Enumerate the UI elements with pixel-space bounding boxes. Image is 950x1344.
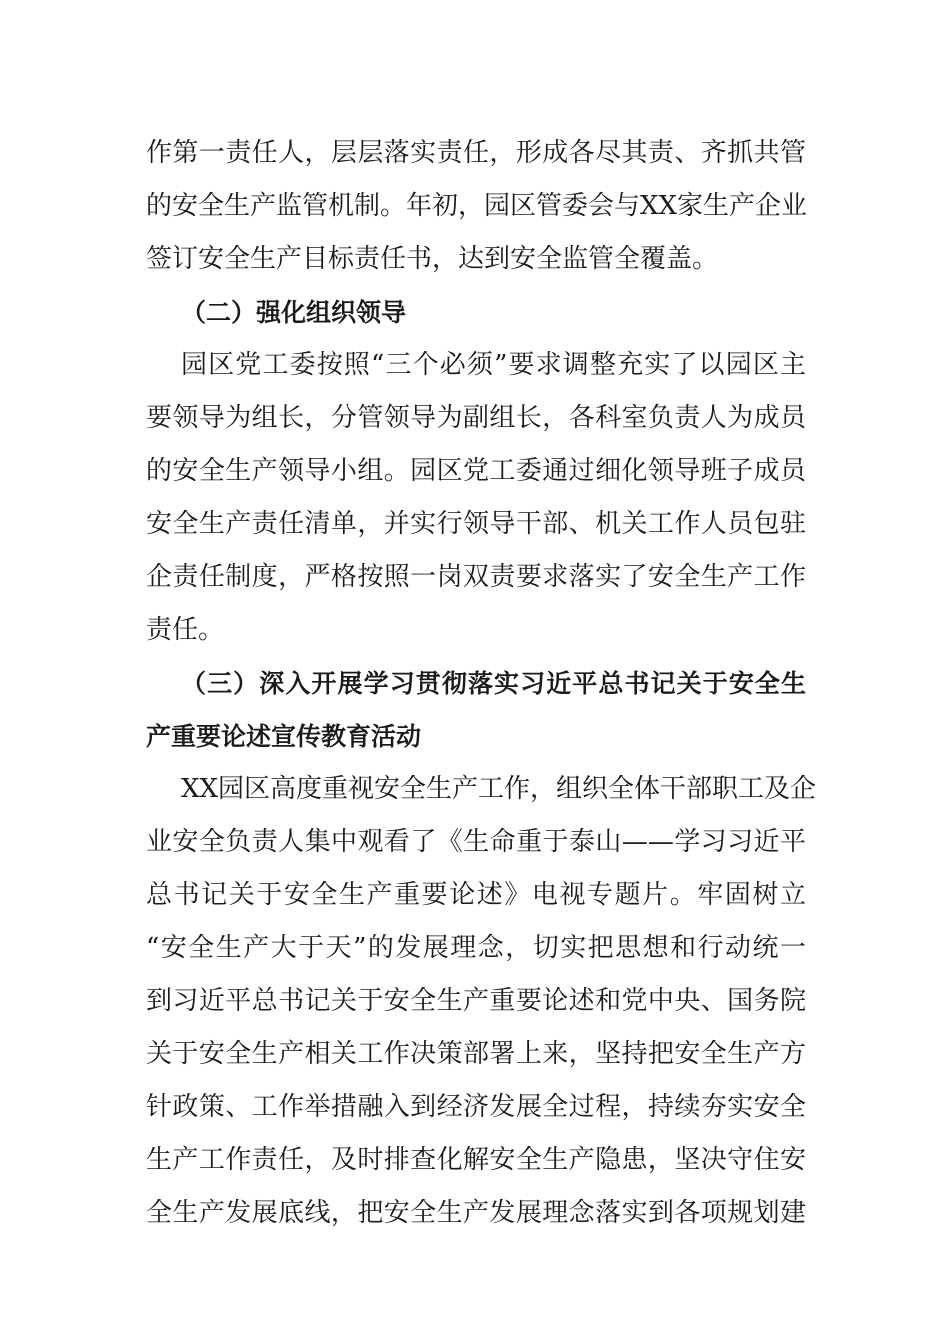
text-line: 安全生产责任清单，并实行领导干部、机关工作人员包驻 <box>146 509 806 539</box>
text-line: 园区党工委按照“三个必须”要求调整充实了以园区主 <box>181 350 806 380</box>
heading-line: 产重要论述宣传教育活动 <box>146 722 422 751</box>
text-line: 针政策、工作举措融入到经济发展全过程，持续夯实安全 <box>146 1092 806 1122</box>
section-heading-3 <box>146 657 806 763</box>
text-line: 企责任制度，严格按照一岗双责要求落实了安全生产工作 <box>146 562 806 592</box>
text-line: 作第一责任人，层层落实责任，形成各尽其责、齐抓共管 <box>146 138 806 168</box>
text-line: 关于安全生产相关工作决策部署上来，坚持把安全生产方 <box>146 1039 806 1069</box>
text-line: 的安全生产监管机制。年初，园区管委会与XX家生产企业 <box>146 191 808 221</box>
paragraph-organization <box>146 339 806 657</box>
section-heading-2: （二）强化组织领导 <box>181 298 407 327</box>
paragraph-education <box>146 763 817 1240</box>
text-line: 到习近平总书记关于安全生产重要论述和党中央、国务院 <box>146 986 806 1016</box>
document-body <box>146 127 817 1240</box>
text-line: “安全生产大于天”的发展理念，切实把思想和行动统一 <box>146 933 806 963</box>
text-line: 签订安全生产目标责任书，达到安全监管全覆盖。 <box>146 244 719 274</box>
text-line: 全生产发展底线，把安全生产发展理念落实到各项规划建 <box>146 1198 806 1228</box>
paragraph-responsibility <box>146 127 806 286</box>
text-line: 要领导为组长，分管领导为副组长，各科室负责人为成员 <box>146 403 806 433</box>
text-line: XX园区高度重视安全生产工作，组织全体干部职工及企 <box>181 774 817 804</box>
text-line: 总书记关于安全生产重要论述》电视专题片。牢固树立 <box>146 880 806 910</box>
text-line: 责任。 <box>146 615 225 645</box>
text-line: 业安全负责人集中观看了《生命重于泰山——学习习近平 <box>146 827 806 857</box>
text-line: 的安全生产领导小组。园区党工委通过细化领导班子成员 <box>146 456 806 486</box>
heading-line: （三）深入开展学习贯彻落实习近平总书记关于安全生 <box>181 669 806 698</box>
text-line: 生产工作责任，及时排查化解安全生产隐患，坚决守住安 <box>146 1145 806 1175</box>
